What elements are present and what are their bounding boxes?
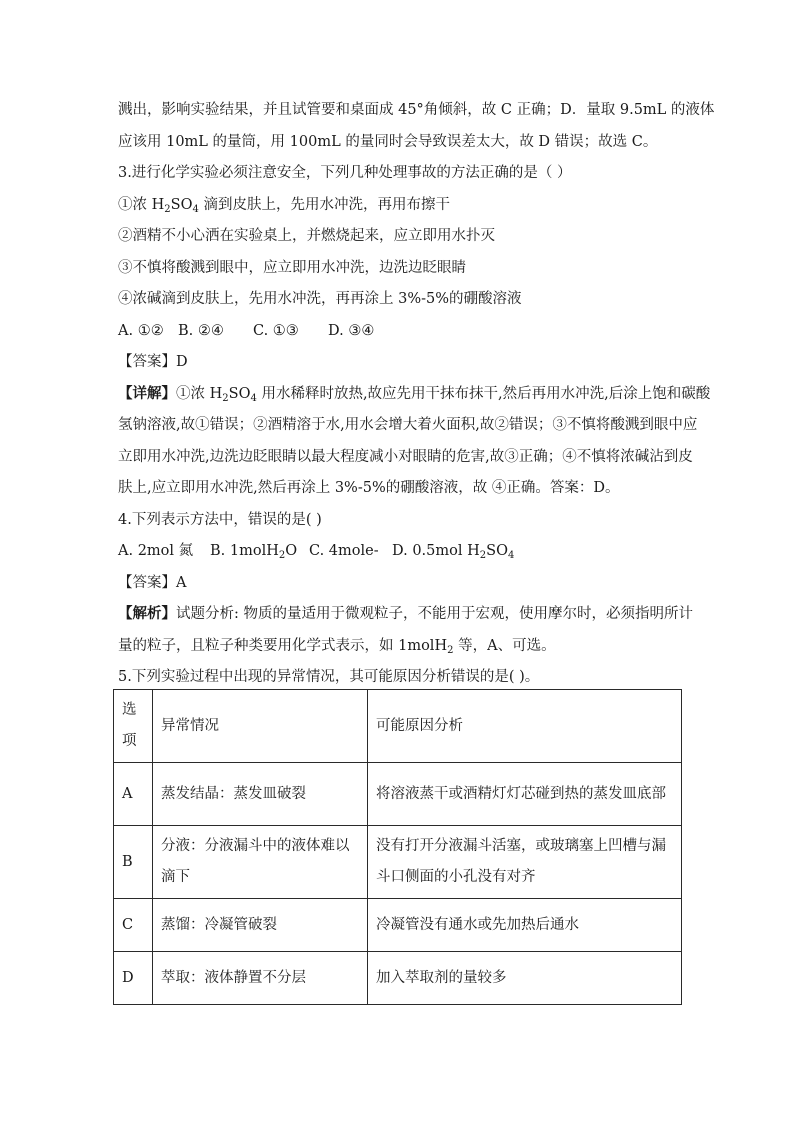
intro-line-2: 应该用 10mL 的量筒，用 100mL 的量同时会导致误差太大，故 D 错误；故选 C。 [118,133,658,150]
question-3-stem: 3.进行化学实验必须注意安全，下列几种处理事故的方法正确的是（ ） [118,165,572,181]
question-3-detail-3: 立即用水冲洗,边洗边眨眼睛以最大程度减小对眼睛的危害,故③正确；④不慎将浓碱沾到皮 [118,448,693,465]
table-row [114,952,682,1005]
option-a: A. 2mol 氮 [118,543,194,559]
option-a: A. ①② [118,322,164,339]
header-option: 选项 [114,690,153,763]
question-5-stem: 5.下列实验过程中出现的异常情况，其可能原因分析错误的是( )。 [118,669,540,685]
row-reason: 冷凝管没有通水或先加热后通水 [368,899,682,952]
row-situation: 蒸发结晶：蒸发皿破裂 [153,763,368,826]
analysis-label: 【解析】 [118,605,176,622]
row-option: D [114,952,153,1005]
question-3-detail-2: 氢钠溶液,故①错误；②酒精溶于水,用水会增大着火面积,故②错误；③不慎将酸溅到眼中应 [118,417,698,433]
option-b: B. 1molH$_2$O [210,543,298,561]
option-c: C. 4mole- [309,543,379,559]
question-3-item-3: ③不慎将酸溅到眼中，应立即用水冲洗，边洗边眨眼睛 [118,259,466,276]
question-3-answer: 【答案】D [118,354,188,370]
question-3-detail-1: 【详解】①浓 $H_2SO_4$ 用水稀释时放热,故应先用干抹布抹干,然后再用水冲洗,后涂上饱和碳酸 [118,384,711,404]
table-row [114,763,682,826]
question-4-analysis-2: 量的粒子，且粒子种类要用化学式表示，如 1molH$_2$ 等，A、可选。 [118,637,556,656]
question-4-stem: 4.下列表示方法中，错误的是( ) [118,511,322,528]
question-3-detail-4: 肤上,应立即用水冲洗,然后再涂上 3%-5%的硼酸溶液，故 ④正确。答案：D。 [118,480,620,496]
question-3-item-4: ④浓碱滴到皮肤上，先用水冲洗，再再涂上 3%-5%的硼酸溶液 [118,291,522,307]
question-3-item-1: ①浓 $H_2SO_4$ 滴到皮肤上，先用水冲洗，再用布擦干 [118,196,450,215]
detail-label: 【详解】 [118,384,176,402]
table-row [114,826,682,899]
option-d: D. 0.5mol $H_2SO_4$ [392,543,515,561]
table-header-row [114,690,682,763]
row-option: C [114,899,153,952]
option-c: C. ①③ [253,322,299,339]
row-reason: 没有打开分液漏斗活塞，或玻璃塞上凹槽与漏斗口侧面的小孔没有对齐 [368,826,682,899]
header-reason: 可能原因分析 [368,690,682,763]
question-4-answer: 【答案】A [118,574,187,591]
row-option: B [114,826,153,899]
header-situation: 异常情况 [153,690,368,763]
question-4-options [118,541,683,561]
row-reason: 将溶液蒸干或酒精灯灯芯碰到热的蒸发皿底部 [368,763,682,826]
row-situation: 萃取：液体静置不分层 [153,952,368,1005]
question-3-item-2: ②酒精不小心洒在实验桌上，并燃烧起来，应立即用水扑灭 [118,228,495,244]
document-body [118,100,715,699]
question-3-options [118,321,683,341]
intro-line-1: 溅出，影响实验结果，并且试管要和桌面成 45°角倾斜，故 C 正确；D．量取 9.5mL 的液体 [118,102,715,118]
option-d: D. ③④ [328,322,375,339]
row-option: A [114,763,153,826]
question-5-table [113,689,682,1005]
question-4-analysis-1: 【解析】试题分析: 物质的量适用于微观粒子，不能用于宏观，使用摩尔时，必须指明所计 [118,605,693,622]
table-row [114,899,682,952]
row-situation: 蒸馏：冷凝管破裂 [153,899,368,952]
row-reason: 加入萃取剂的量较多 [368,952,682,1005]
option-b: B. ②④ [178,322,224,339]
row-situation: 分液：分液漏斗中的液体难以滴下 [153,826,368,899]
